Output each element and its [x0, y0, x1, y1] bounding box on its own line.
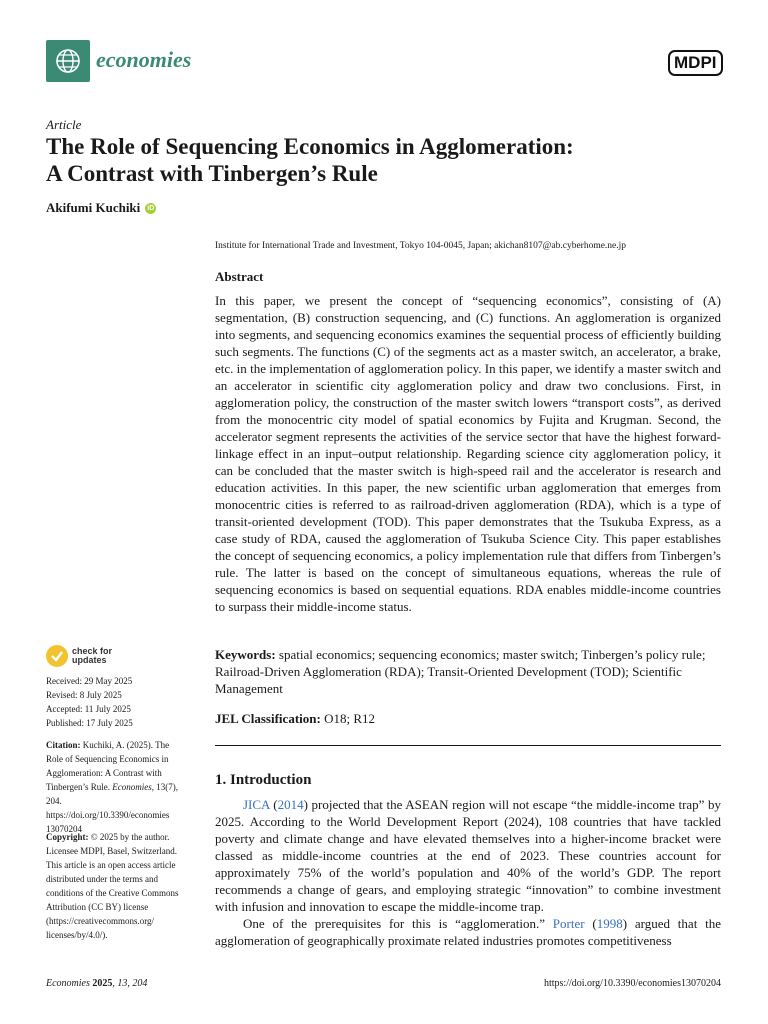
article-type: Article: [46, 117, 82, 132]
citation-block: [46, 738, 186, 836]
footer-doi-link[interactable]: https://doi.org/10.3390/economies13070204: [543, 978, 721, 989]
check-badge-icon: [46, 645, 68, 667]
citation-text: Kuchiki, A. (2025). The Role of Sequencing Economics in Agglomeration: A Contrast with Tinbergen’s Rule.: [46, 740, 170, 792]
paren-open-2: (: [584, 916, 597, 931]
affiliation: Institute for International Trade and Investment, Tokyo 104-0045, Japan; akichan8107@ab.cyberhome.ne.jp: [215, 241, 627, 251]
ref-link-jica[interactable]: JICA: [243, 797, 270, 812]
publisher-name: MDPI: [668, 50, 723, 76]
copyright-block: [46, 830, 186, 942]
publisher-logo[interactable]: [666, 50, 723, 76]
check-for-updates-button[interactable]: [46, 645, 112, 667]
author-line: [46, 200, 156, 216]
published-date: Published: 17 July 2025: [46, 718, 133, 728]
citation-volume: , 13(7), 204.: [46, 782, 179, 806]
intro-paragraph-1: [215, 796, 721, 915]
check-updates-label: [72, 647, 112, 665]
introduction-body: [215, 796, 721, 949]
revised-date: Revised: 8 July 2025: [46, 690, 122, 700]
footer-journal: Economies: [46, 978, 90, 989]
check-line-2: updates: [72, 655, 107, 665]
journal-logo[interactable]: [46, 40, 90, 82]
copyright-label: Copyright:: [46, 832, 89, 842]
divider: [215, 745, 721, 746]
keywords: [215, 646, 721, 697]
citation-journal: Economies: [112, 782, 152, 792]
intro-p2-pre: One of the prerequisites for this is “agglomeration.”: [243, 916, 553, 931]
globe-icon: [53, 46, 83, 76]
jel-text: O18; R12: [320, 711, 375, 726]
keywords-label: Keywords:: [215, 647, 276, 662]
checkmark-icon: [50, 649, 64, 663]
paren-open: (: [269, 797, 278, 812]
journal-name[interactable]: economies: [96, 47, 192, 72]
ref-link-porter[interactable]: Porter: [552, 916, 585, 931]
title-line-1: The Role of Sequencing Economics in Agglomeration:: [46, 134, 574, 159]
received-date: Received: 29 May 2025: [46, 676, 133, 686]
orcid-icon[interactable]: iD: [147, 204, 155, 212]
footer-year: 2025: [92, 978, 113, 989]
copyright-text: © 2025 by the author. Licensee MDPI, Basel, Switzerland. This article is an open access article distributed under the terms and conditions of the Creative Commons Attribution (CC BY) license (https://creativecommons.org/ licenses/by/4.0/).: [46, 832, 179, 940]
check-line-1: check for: [72, 646, 113, 656]
keywords-text: spatial economics; sequencing economics; master switch; Tinbergen’s policy rule; Railroad-Driven Agglomeration (RDA); Transit-Oriented Development (TOD); Scientific Management: [215, 647, 706, 696]
ref-link-2014[interactable]: 2014: [277, 797, 304, 812]
citation-doi[interactable]: https://doi.org/10.3390/economies 13070204: [46, 810, 170, 834]
intro-paragraph-2: [215, 915, 721, 949]
ref-link-1998[interactable]: 1998: [596, 916, 623, 931]
abstract-text: In this paper, we present the concept of “sequencing economics”, consisting of (A) segmentation, (B) construction sequencing, and (C) functions. An agglomeration is organized into segments, and sequencing economics examines the sequential process of efficiently building such segments. The functions (C) of the segments act as a master switch, an accelerator, a brake, etc. in the implementation of agglomeration policy. In this paper, we identify a master switch and an accelerator in scientific city agglomeration policy and draw two conclusions. First, in agglomeration policy, the construction of the master switch lowers “transport costs”, as derived from the monocentric city model of spatial economics by Fujita and Krugman. Second, the accelerator segment represents the activities of the service sector that have the highest forward-linkage effect in an input–output relationship. Regarding science city agglomeration policy, it can be concluded that the master switch is high-speed rail and the accelerator is research and education activities. In this paper, the new scientific urban agglomeration that emerges from monocentric cities is referred to as railroad-driven agglomeration (RDA), which is a type of transit-oriented development (TOD). This paper demonstrates that the Tsukuba Express, as a case study of RDA, caused the agglomeration of Tsukuba Science City. This paper establishes the concept of sequencing economics, a policy implementation rule that differs from Tinbergen’s rule. The latter is based on the concept of simultaneous equations, whereas the rule of sequencing economics is based on sequential equations. RDA enables middle-income countries to surpass their middle-income status.: [215, 293, 721, 614]
intro-p1-text: ) projected that the ASEAN region will not escape “the middle-income trap” by 2025. According to the World Development Report (2024), 108 countries that have tackled poverty and climate change and have elevated themselves into a higher-income bracket were classed as middle-income countries at the end of 2023. These countries account for approximately 75% of the world’s population and 40% of the world’s GDP. The report recommends a change of gears, and employing strategic “innovation” to combine investment with infusion and innovation to escape the middle-income trap.: [215, 797, 721, 914]
accepted-date: Accepted: 11 July 2025: [46, 704, 131, 714]
footer-volume: , 13, 204: [112, 978, 148, 989]
jel-classification: [215, 711, 375, 727]
title-line-2: A Contrast with Tinbergen’s Rule: [46, 161, 378, 186]
jel-label: JEL Classification:: [215, 711, 321, 726]
footer-citation: [46, 978, 147, 989]
article-title: [46, 133, 686, 187]
section-heading-introduction: 1. Introduction: [215, 772, 312, 788]
citation-label: Citation:: [46, 740, 81, 750]
intro-p2-text: ) argued that the agglomeration of geographically proximate related industries promotes competitiveness: [215, 916, 721, 948]
dates-block: [46, 674, 186, 730]
abstract-heading: Abstract: [215, 269, 264, 284]
author-name[interactable]: Akifumi Kuchiki: [46, 200, 141, 215]
